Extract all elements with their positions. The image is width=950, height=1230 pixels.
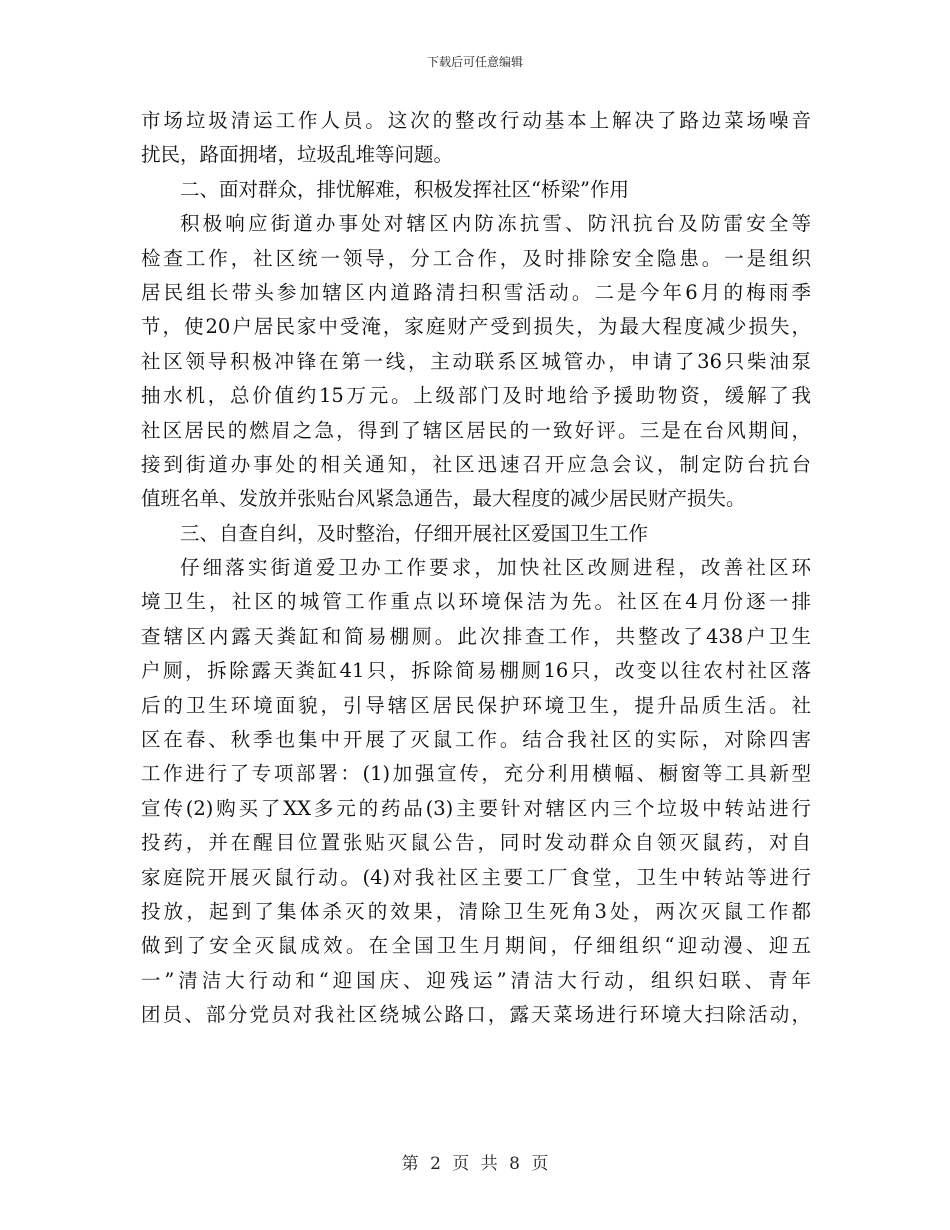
paragraph-line: 投药，并在醒目位置张贴灭鼠公告，同时发动群众自领灭鼠药，对自 [141, 831, 811, 855]
paragraph-line: 接到街道办事处的相关通知，社区迅速召开应急会议，制定防台抗台 [141, 452, 811, 476]
paragraph-line: 区在春、秋季也集中开展了灭鼠工作。结合我社区的实际，对除四害 [141, 728, 811, 752]
paragraph-line: 节，使20户居民家中受淹，家庭财产受到损失，为最大程度减少损失， [141, 315, 811, 339]
paragraph-line: 做到了安全灭鼠成效。在全国卫生月期间，仔细组织“迎动漫、迎五 [141, 934, 811, 958]
paragraph-line: 仔细落实街道爱卫办工作要求，加快社区改厕进程，改善社区环 [180, 556, 811, 580]
paragraph-line: 团员、部分党员对我社区绕城公路口，露天菜场进行环境大扫除活动， [141, 1003, 811, 1027]
paragraph-line: 查辖区内露天粪缸和简易棚厕。此次排查工作，共整改了438户卫生 [141, 624, 811, 648]
page-header: 下载后可任意编辑 [426, 55, 523, 69]
paragraph-line: 居民组长带头参加辖区内道路清扫积雪活动。二是今年6月的梅雨季 [141, 280, 811, 304]
paragraph-line: 积极响应街道办事处对辖区内防冻抗雪、防汛抗台及防雷安全等 [180, 212, 811, 236]
paragraph-line: 值班名单、发放并张贴台风紧急通告，最大程度的减少居民财产损失。 [141, 487, 746, 511]
paragraph-line: 抽水机，总价值约15万元。上级部门及时地给予援助物资，缓解了我 [141, 384, 811, 408]
paragraph-line: 检查工作，社区统一领导，分工合作，及时排除安全隐患。一是组织 [141, 246, 811, 270]
paragraph-line: 户厕，拆除露天粪缸41只，拆除简易棚厕16只，改变以往农村社区落 [141, 659, 811, 683]
paragraph-line: 一”清洁大行动和“迎国庆、迎残运”清洁大行动，组织妇联、青年 [141, 968, 811, 992]
paragraph-line: 境卫生，社区的城管工作重点以环境保洁为先。社区在4月份逐一排 [141, 590, 811, 614]
paragraph-line: 家庭院开展灭鼠行动。(4)对我社区主要工厂食堂，卫生中转站等进行 [141, 865, 811, 889]
paragraph-line: 工作进行了专项部署：(1)加强宣传，充分利用横幅、橱窗等工具新型 [141, 762, 811, 786]
paragraph-line: 宣传(2)购买了XX多元的药品(3)主要针对辖区内三个垃圾中转站进行 [141, 796, 811, 820]
section-heading: 三、自查自纠，及时整治，仔细开展社区爱国卫生工作 [180, 521, 649, 545]
section-heading: 二、面对群众，排忧解难，积极发挥社区“桥梁”作用 [180, 177, 629, 201]
paragraph-line: 扰民，路面拥堵，垃圾乱堆等问题。 [141, 143, 454, 167]
paragraph-line: 社区领导积极冲锋在第一线，主动联系区城管办，申请了36只柴油泵 [141, 349, 811, 373]
paragraph-line: 市场垃圾清运工作人员。这次的整改行动基本上解决了路边菜场噪音 [141, 109, 811, 132]
paragraph-line: 投放，起到了集体杀灭的效果，清除卫生死角3处，两次灭鼠工作都 [141, 899, 811, 923]
paragraph-line: 社区居民的燃眉之急，得到了辖区居民的一致好评。三是在台风期间， [141, 418, 811, 442]
page-number-footer: 第 2 页 共 8 页 [401, 1154, 549, 1174]
document-body [141, 104, 811, 1033]
paragraph-line: 后的卫生环境面貌，引导辖区居民保护环境卫生，提升品质生活。社 [141, 693, 811, 717]
